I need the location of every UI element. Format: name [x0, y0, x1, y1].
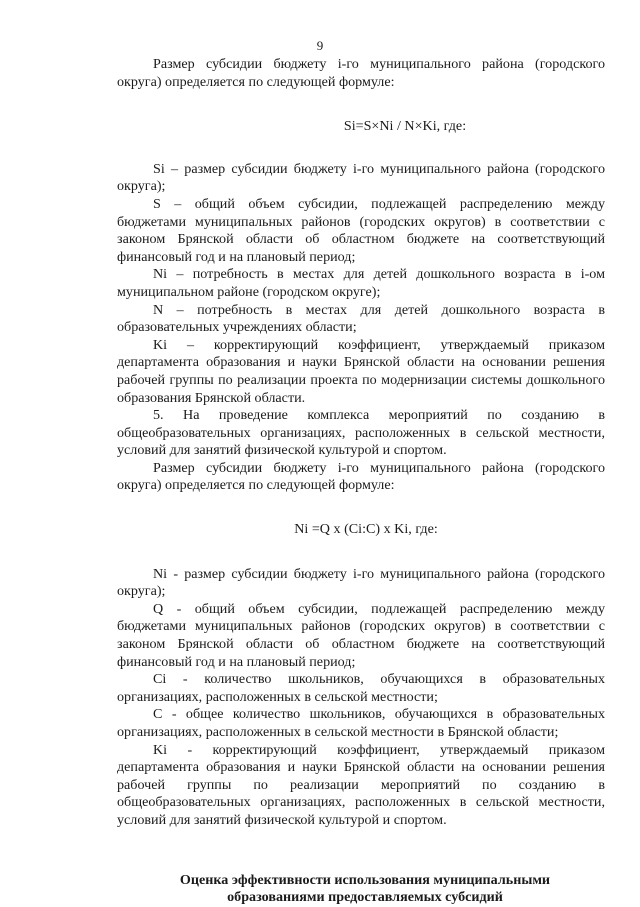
page-number: 9 — [316, 38, 324, 53]
paragraph: 5. На проведение комплекса мероприятий по созданию в общеобразовательных организациях, расположенных в сельской местности, условий для занятий физической культурой и спортом. — [117, 407, 605, 459]
paragraph: Si – размер субсидии бюджету i-го муниципального района (городского округа); — [117, 160, 605, 195]
paragraph: N – потребность в местах для детей дошкольного возраста в образовательных учреждениях области; — [117, 301, 605, 336]
paragraph: C - общее количество школьников, обучающихся в образовательных организациях, расположенных в сельской местности в Брянской области; — [117, 706, 605, 740]
paragraph: Ki – корректирующий коэффициент, утверждаемый приказом департамента образования и науки Брянской области на основании решения рабочей группы по реализации проекта по модернизации системы дошкольного образования Брянской области. — [117, 336, 605, 406]
section-heading-line: образованиями предоставляемых субсидий — [227, 889, 503, 906]
formula-subsidy-preschool: Si=S×Ni / N×Ki, где: — [343, 118, 467, 135]
section-heading-line: Оценка эффективности использования муниципальными — [179, 871, 551, 888]
paragraph: Размер субсидии бюджету i-го муниципального района (городского округа) определяется по следующей формуле: — [117, 56, 605, 90]
document-body — [117, 56, 605, 907]
paragraph: S – общий объем субсидии, подлежащей распределению между бюджетами муниципальных районов (городских округов) в соответствии с законом Брянской области об областном бюджете на соответствующий финансовый год и на плановый период; — [117, 195, 605, 265]
formula-subsidy-sports: Ni =Q x (Ci:C) x Ki, где: — [294, 521, 438, 538]
paragraph: Ci - количество школьников, обучающихся в образовательных организациях, расположенных в сельской местности; — [117, 671, 605, 705]
paragraph: Ki - корректирующий коэффициент, утверждаемый приказом департамента образования и науки Брянской области на основании решения рабочей группы по реализации мероприятий по созданию в общеобразовательных организациях, расположенных в сельской местности, условий для занятий физической культурой и спортом. — [117, 741, 605, 828]
section-heading — [117, 872, 605, 907]
paragraph: Ni - размер субсидии бюджету i-го муниципального района (городского округа); — [117, 565, 605, 600]
paragraph: Размер субсидии бюджету i-го муниципального района (городского округа) определяется по следующей формуле: — [117, 459, 605, 494]
paragraph: Ni – потребность в местах для детей дошкольного возраста в i-ом муниципальном районе (городском округе); — [117, 266, 605, 300]
paragraph: Q - общий объем субсидии, подлежащей распределению между бюджетами муниципальных районов (городских округов) в соответствии с законом Брянской области об областном бюджете на соответствующий финансовый год и на плановый период; — [117, 600, 605, 670]
